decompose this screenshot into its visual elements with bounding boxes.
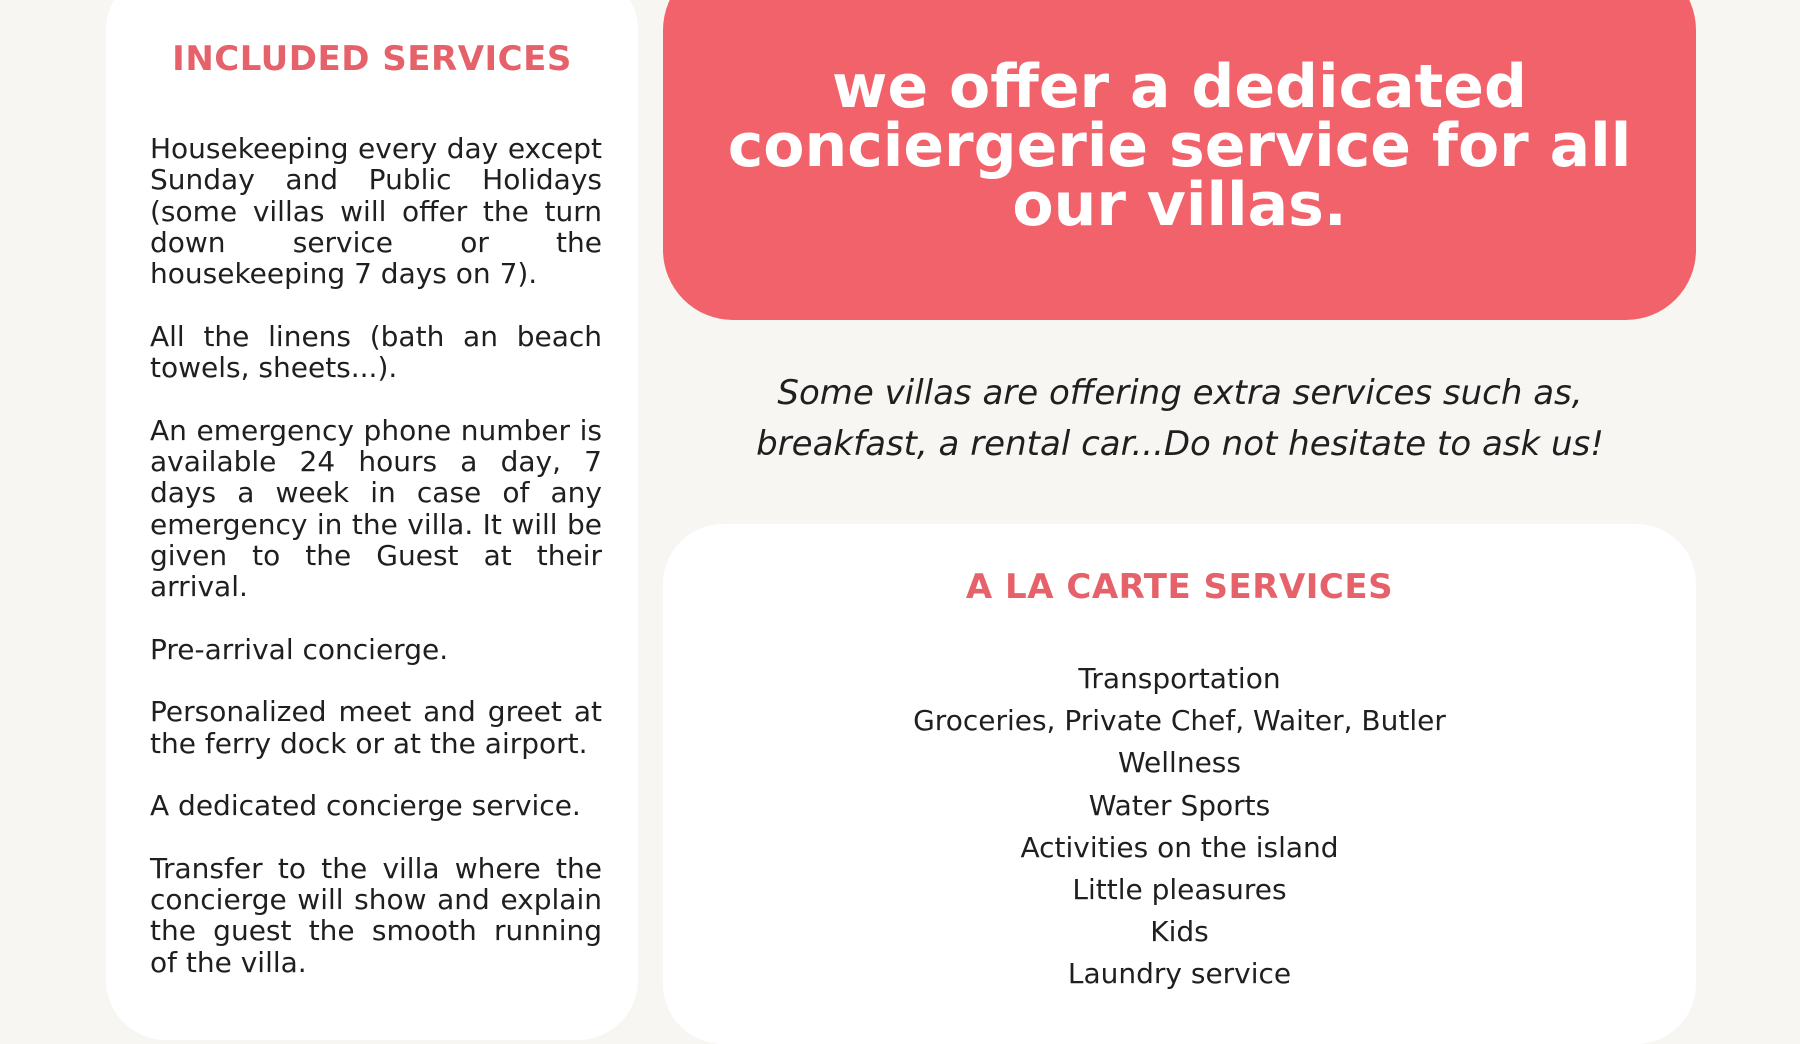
included-item-emergency-phone: An emergency phone number is available 24 hours a day, 7 days a week in case of any emergency in the villa. It will be given to the Guest at their arrival. <box>150 413 602 604</box>
concierge-banner <box>663 0 1696 320</box>
a-la-carte-list <box>663 658 1696 996</box>
alc-item-activities: Activities on the island <box>1020 830 1339 864</box>
included-services-title: INCLUDED SERVICES <box>172 39 572 79</box>
included-item-transfer: Transfer to the villa where the concierge will show and explain the guest the smooth running of the villa. <box>150 851 602 979</box>
included-item-housekeeping: Housekeeping every day except Sunday and Public Holidays (some villas will offer the turn down service or the housekeeping 7 days on 7). <box>150 132 602 291</box>
alc-item-laundry: Laundry service <box>1067 957 1292 991</box>
alc-item-little-pleasures: Little pleasures <box>1072 873 1287 907</box>
included-item-pre-arrival: Pre-arrival concierge. <box>150 632 449 666</box>
included-item-concierge: A dedicated concierge service. <box>150 789 581 823</box>
alc-item-water-sports: Water Sports <box>1088 788 1271 822</box>
alc-item-transportation: Transportation <box>1078 662 1281 695</box>
alc-item-groceries: Groceries, Private Chef, Waiter, Butler <box>913 704 1446 738</box>
included-item-linens: All the linens (bath an beach towels, sheets...). <box>150 319 602 385</box>
a-la-carte-title: A LA CARTE SERVICES <box>965 567 1394 607</box>
alc-item-wellness: Wellness <box>1118 746 1241 780</box>
included-item-meet-greet: Personalized meet and greet at the ferry dock or at the airport. <box>150 695 602 760</box>
alc-item-kids: Kids <box>1150 915 1209 949</box>
banner-headline: we offer a dedicated conciergerie service for all our villas. <box>727 52 1632 240</box>
extra-services-note: Some villas are offering extra services such as, breakfast, a rental car...Do not hesitate to ask us! <box>756 373 1604 464</box>
a-la-carte-card <box>663 524 1696 1044</box>
included-services-list <box>150 133 602 1009</box>
included-services-card <box>106 0 638 1040</box>
